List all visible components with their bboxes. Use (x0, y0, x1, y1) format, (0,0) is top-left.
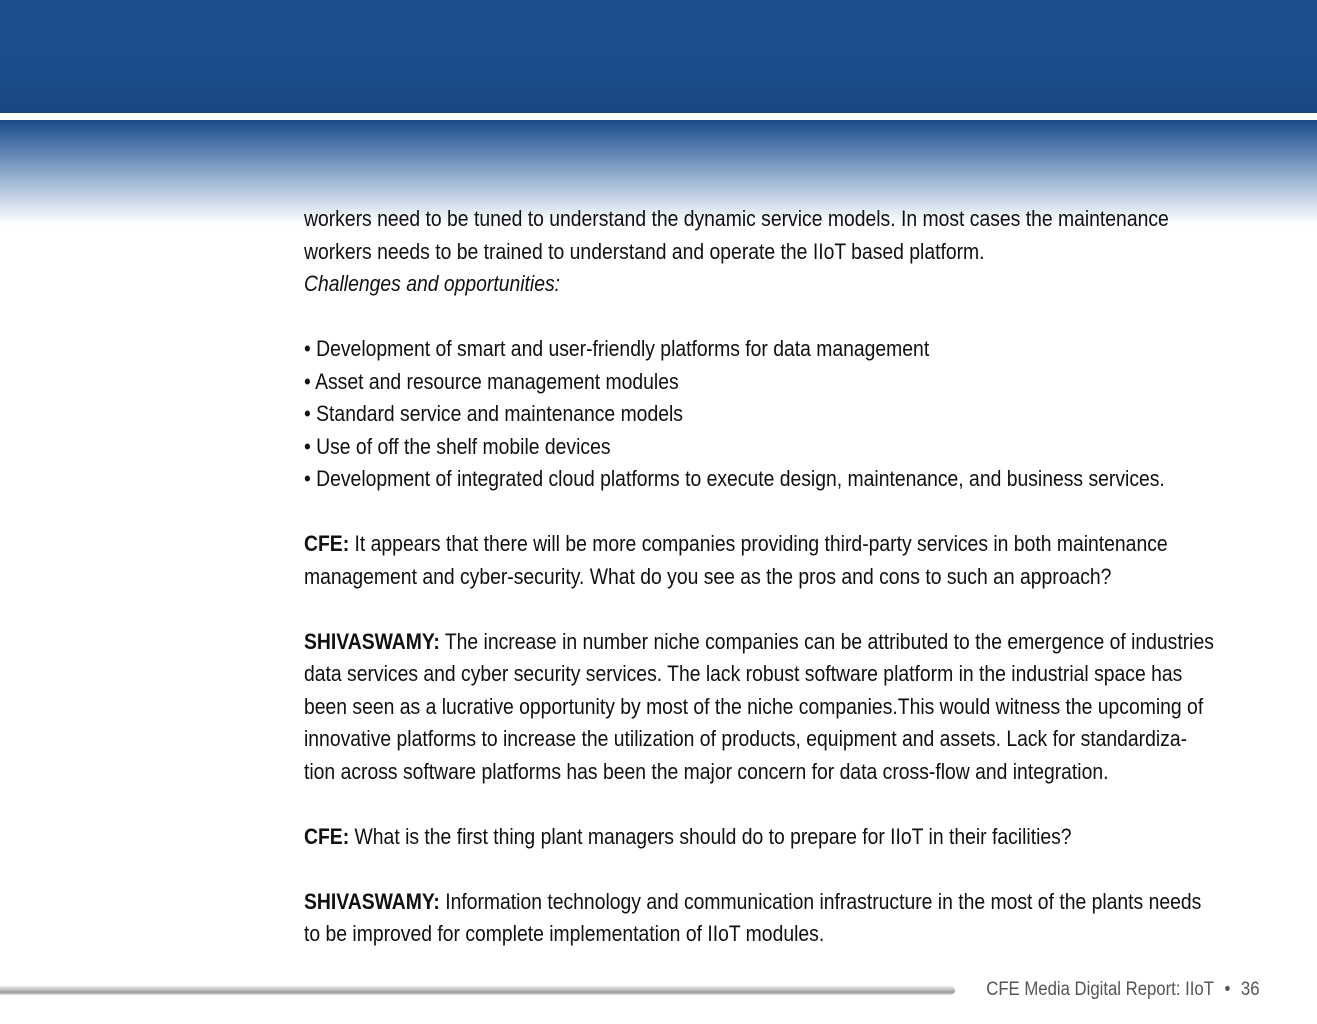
bullet-item: • Asset and resource management modules (304, 368, 679, 394)
header-band (0, 0, 1317, 113)
footer-separator: • (1223, 979, 1230, 1000)
answer-line (304, 886, 1202, 919)
answer-line: innovative platforms to increase the utilization of products, equipment and assets. Lack for standardiza- (304, 726, 1188, 751)
answer-line: to be improved for complete implementation of IIoT modules. (304, 921, 825, 946)
question-line (304, 821, 1138, 854)
bullet-item: • Use of off the shelf mobile devices (304, 433, 611, 459)
answer-line: data services and cyber security services. The lack robust software platform in the industrial space has (304, 661, 1183, 686)
answer-text: The increase in number niche companies can be attributed to the emergence of industries (439, 628, 1214, 654)
speaker-label: SHIVASWAMY: (304, 888, 440, 914)
answer-text: What is the first thing plant managers should do to prepare for IIoT in their facilities? (349, 823, 1072, 849)
answer-text: Information technology and communication infrastructure in the most of the plants needs (439, 888, 1202, 914)
footer-bar (0, 986, 955, 995)
answer-text: It appears that there will be more companies providing third-party services in both maintenance (349, 531, 1168, 556)
question-line (304, 528, 1168, 561)
report-title: CFE Media Digital Report: IIoT (985, 979, 1214, 1000)
section-heading: Challenges and opportunities: (304, 271, 561, 296)
answer-line: been seen as a lucrative opportunity by most of the niche companies.This would witness the upcoming of (304, 693, 1204, 719)
speaker-label: CFE: (304, 531, 350, 556)
article-body (304, 203, 1214, 951)
body-text-line: workers needs to be trained to understand and operate the IIoT based platform. (304, 238, 985, 264)
body-text-line: workers need to be tuned to understand the dynamic service models. In most cases the maintenance (304, 206, 1169, 231)
bullet-item: • Development of smart and user-friendly platforms for data management (304, 336, 930, 361)
header-rule (0, 113, 1317, 120)
footer (986, 979, 1259, 1001)
question-line: management and cyber-security. What do you see as the pros and cons to such an approach? (304, 563, 1112, 589)
answer-line (304, 626, 1214, 659)
bullet-item: • Standard service and maintenance models (304, 401, 683, 426)
bullet-item: • Development of integrated cloud platforms to execute design, maintenance, and business services. (304, 466, 1165, 491)
speaker-label: CFE: (304, 823, 350, 849)
speaker-label: SHIVASWAMY: (304, 628, 440, 654)
answer-line: tion across software platforms has been the major concern for data cross-flow and integration. (304, 758, 1109, 784)
page-number: 36 (1240, 979, 1259, 1000)
